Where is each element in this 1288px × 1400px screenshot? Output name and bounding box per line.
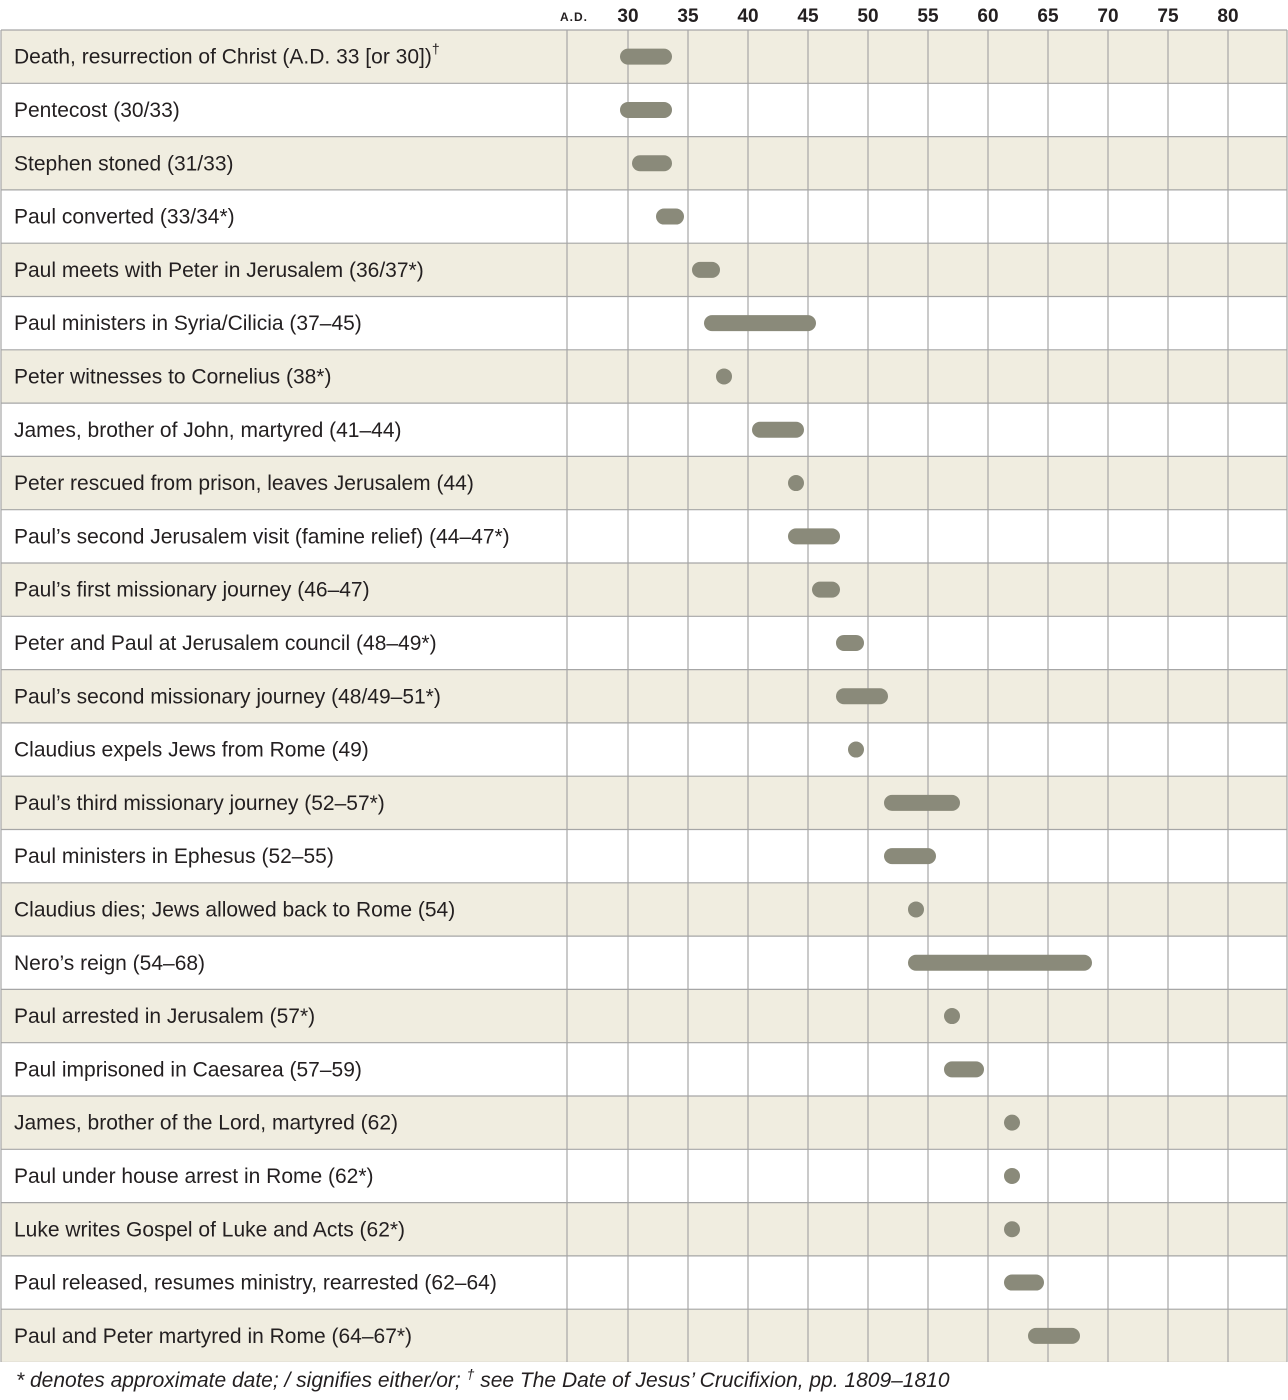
x-tick-label: 55 [917,6,939,27]
event-bar [656,209,684,225]
x-tick-label: 30 [617,6,639,27]
event-label: Paul’s second missionary journey (48/49–51*) [14,685,441,709]
event-bar [788,528,840,544]
event-point [1004,1221,1020,1237]
event-label: Paul’s third missionary journey (52–57*) [14,791,385,815]
event-point [944,1008,960,1024]
x-tick-label: 50 [857,6,879,27]
event-bar [632,155,672,171]
event-point [848,742,864,758]
event-bar [836,688,888,704]
event-point [908,901,924,917]
footnote-text-1: * denotes approximate date; / signifies either/or; [16,1369,467,1392]
event-label: James, brother of John, martyred (41–44) [14,418,402,442]
x-axis-ticks [560,6,1239,27]
event-bar [908,955,1092,971]
event-bar [884,848,936,864]
x-tick-label: 75 [1157,6,1179,27]
event-label: Paul ministers in Ephesus (52–55) [14,845,334,869]
x-tick-label: 60 [977,6,999,27]
event-label: Pentecost (30/33) [14,98,180,122]
event-bar [620,49,672,65]
x-tick-label: 70 [1097,6,1119,27]
event-point [1004,1115,1020,1131]
event-point [788,475,804,491]
x-tick-label: 80 [1217,6,1239,27]
event-label: Death, resurrection of Christ (A.D. 33 [or 30])† [14,40,440,69]
era-label: A.D. [560,10,588,24]
x-tick-label: 65 [1037,6,1059,27]
event-bar [944,1061,984,1077]
event-bar [836,635,864,651]
event-label: Paul imprisoned in Caesarea (57–59) [14,1058,362,1082]
x-tick-label: 35 [677,6,699,27]
event-label: Paul’s first missionary journey (46–47) [14,578,370,602]
event-label: Paul ministers in Syria/Cilicia (37–45) [14,312,362,336]
event-bar [884,795,960,811]
event-bar [1004,1275,1044,1291]
x-tick-label: 45 [797,6,819,27]
event-bar [1028,1328,1080,1344]
event-bar [620,102,672,118]
event-label: Paul converted (33/34*) [14,205,235,229]
event-label: Peter witnesses to Cornelius (38*) [14,365,332,389]
event-bar [692,262,720,278]
event-label: Paul under house arrest in Rome (62*) [14,1164,374,1188]
event-label: Claudius dies; Jews allowed back to Rome (54) [14,898,456,922]
event-bar [704,315,816,331]
event-label: James, brother of the Lord, martyred (62) [14,1111,398,1135]
event-label: Stephen stoned (31/33) [14,152,234,176]
event-label: Paul and Peter martyred in Rome (64–67*) [14,1324,413,1348]
event-label: Paul released, resumes ministry, rearrested (62–64) [14,1271,497,1295]
event-label: Peter rescued from prison, leaves Jerusalem (44) [14,472,474,496]
event-label: Paul meets with Peter in Jerusalem (36/37*) [14,258,424,282]
event-label: Nero’s reign (54–68) [14,951,206,975]
footnote-dagger: † [466,1366,475,1382]
event-label: Paul’s second Jerusalem visit (famine relief) (44–47*) [14,525,510,549]
event-label: Claudius expels Jews from Rome (49) [14,738,369,762]
event-bar [752,422,804,438]
footnote [16,1366,950,1393]
event-bar [812,582,840,598]
event-label-suffix: † [431,40,440,57]
event-point [1004,1168,1020,1184]
event-label: Luke writes Gospel of Luke and Acts (62*) [14,1218,406,1242]
event-label: Peter and Paul at Jerusalem council (48–49*) [14,631,437,655]
x-tick-label: 40 [737,6,759,27]
footnote-text-2: see The Date of Jesus’ Crucifixion, pp. 1809–1810 [474,1369,950,1392]
event-label: Paul arrested in Jerusalem (57*) [14,1005,316,1029]
event-point [716,368,732,384]
